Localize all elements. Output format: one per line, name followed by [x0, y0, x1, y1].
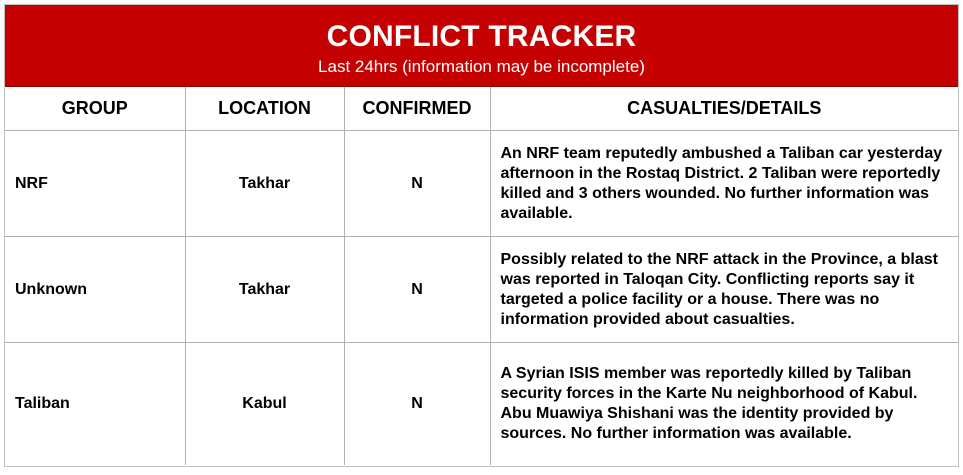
- title-banner: [5, 5, 958, 87]
- header-row: [5, 87, 958, 131]
- conflict-table: [5, 87, 958, 465]
- location-cell: Takhar: [185, 237, 344, 343]
- conflict-tracker-panel: [4, 4, 959, 467]
- group-cell: Unknown: [5, 237, 185, 343]
- page-title: CONFLICT TRACKER: [326, 20, 637, 53]
- details-cell: A Syrian ISIS member was reportedly killed by Taliban security forces in the Karte Nu neighborhood of Kabul. Abu Muawiya Shishani was the identity provided by sources. No further information was available.: [490, 343, 958, 466]
- location-cell: Takhar: [185, 131, 344, 237]
- page-subtitle: Last 24hrs (information may be incomplete): [318, 57, 645, 76]
- group-cell: NRF: [5, 131, 185, 237]
- confirmed-cell: N: [344, 131, 490, 237]
- column-header-group: GROUP: [5, 87, 185, 131]
- table-row: [5, 237, 958, 343]
- confirmed-cell: N: [344, 237, 490, 343]
- column-header-details: CASUALTIES/DETAILS: [490, 87, 958, 131]
- group-cell: Taliban: [5, 343, 185, 466]
- table-row: [5, 343, 958, 466]
- details-cell: Possibly related to the NRF attack in the Province, a blast was reported in Taloqan City. Conflicting reports say it targeted a police facility or a house. There was no information provided about casualties.: [490, 237, 958, 343]
- table-row: [5, 131, 958, 237]
- confirmed-cell: N: [344, 343, 490, 466]
- column-header-confirmed: CONFIRMED: [344, 87, 490, 131]
- details-cell: An NRF team reputedly ambushed a Taliban car yesterday afternoon in the Rostaq District. 2 Taliban were reportedly killed and 3 others wounded. No further information was available.: [490, 131, 958, 237]
- column-header-location: LOCATION: [185, 87, 344, 131]
- location-cell: Kabul: [185, 343, 344, 466]
